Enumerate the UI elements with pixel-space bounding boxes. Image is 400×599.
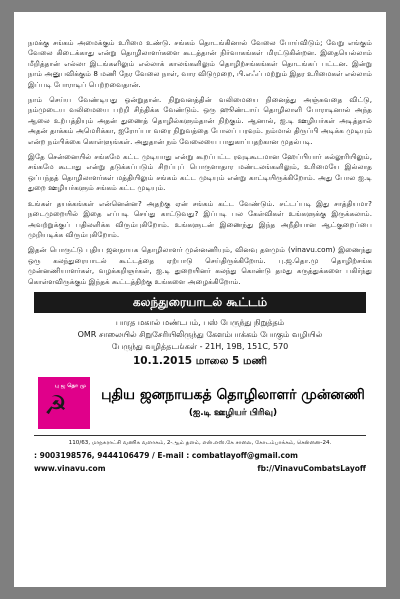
footer (34, 435, 366, 475)
body-paragraph-1: நமக்கு சங்கம் அமைக்கும் உரிமை உண்டு. சங்கம் தொடங்கினால் வேலை போய்விடும்; வேறு எங்கும் வேலை கிடைக்காது என்று தொழிலாளர்களை கூடத்தான் நிர்வாகங்கள் மிரட்டுகின்றன. இதையெல்லாம் மீறித்தான் எல்லா இடங்களிலும் எல்லாக் காலங்களிலும் தொழிற்சங்கங்கள் தொடங்கப் பட்டன. இன்று நாம் அனுபவிக்கும் 8 மணி நேர வேலை நாள், வார விடுமுறை, பி.எஃப் மற்றும் இதர உரிமைகள் எல்லாம் இப்படி போராடிப் பெற்றவைதான். (28, 38, 372, 89)
website-link[interactable]: www.vinavu.com (34, 463, 106, 473)
facebook-link[interactable]: fb://VinavuCombatsLayoff (257, 463, 366, 473)
organization-text (98, 386, 368, 419)
organization-name: புதிய ஜனநாயகத் தொழிலாளர் முன்னணி (101, 387, 365, 404)
hammer-sickle-icon: ☭ (44, 390, 68, 421)
body-paragraph-5: இதன் பொருட்டு புதிய ஜனநாயக தொழிலாளர் முன்னணியும், வினவு தளமும் (vinavu.com) இணைந்து ஒரு கலந்துரையாடல் கூட்டத்தை ஏற்பாடு செய்திருக்கிறோம். பு.ஜ.தொ.மு தொழிற்சங்க முன்னணியாளர்கள், வழக்கறிஞர்கள், ஐ.டி துறையினர் கலந்து கொண்டு தமது கருத்துக்களை பகிர்ந்து கொள்ளவிருக்கும் இந்தக் கூட்டத்திற்கு உங்களை அழைக்கிறோம். (28, 245, 372, 286)
meeting-venue: பாரத மகால் மண்டபம், பஸ் பேருந்து நிறுத்தம் (115, 317, 285, 327)
flyer-page (14, 12, 386, 587)
meeting-datetime (28, 354, 372, 369)
meeting-route: OMR சாலையில் சிறுசேரியிலிருந்து கேளம்பாக்கம் போகும் வழியில் (77, 329, 323, 339)
footer-links (34, 462, 366, 475)
organization-logo (38, 377, 90, 429)
meeting-buses: பேருந்து வழித்தடங்கள் - 21H, 19B, 151C, 570 (111, 341, 289, 351)
organization-wing: (ஐ.டி ஊழியர் பிரிவு) (188, 408, 278, 419)
meeting-details (28, 317, 372, 369)
logo-caption: பு ஜ தொ மு (54, 382, 86, 389)
body-paragraph-2: நாம் செய்ய வேண்டியது ஒன்றுதான். நிறுவனத்தின் வலிமையை நினைத்து அஞ்சுவதை விட்டு, நம்முடைய வலிமையை பற்றி சிந்திக்க வேண்டும். ஒரு ஹூண்டாய் தொழிலாளி போராடினால் அந்த ஆலை உற்பத்தியும் அதன் துணைத் தொழில்களும்தான் நிற்கும். ஆனால், ஐ.டி ஊழியர்கள் அடித்தால் அதன் தாக்கம் அமெரிக்கா, ஐரோப்பா வரை நிறுவத்தை போலப் பரவும். நம்மால் திருப்பி அடிக்க முடியும் என்ற நம்பிக்கை கொள்ளுங்கள். அதுதான் நம் வேலையை பாதுகாப்பதற்கான முதல்படி. (28, 95, 372, 146)
body-paragraph-4: உங்கள் தயக்கங்கள் என்னென்ன? அதற்கு ஏன் சங்கம் கட்ட வேண்டும். சட்டப்படி இது சாத்தியமா? நடைமுறையில் இதை எப்படி செய்து காட்டுவது? இப்படி பல கேள்விகள் உங்களுக்கு இருக்கலாம். அவற்றுக்குப் பதிலளிக்க விரும்புகிறோம். உங்களுடன் இணைந்து இந்த அநீதியான ஆட்குறைப்பை முறியடிக்க விரும்புகிறோம். (28, 198, 372, 239)
organization-block (38, 377, 368, 429)
meeting-date: 10.1.2015 (132, 354, 193, 367)
meeting-time: மாலை 5 மணி (195, 354, 268, 367)
footer-address: 110/63, மாநகராட்சி வணிக வளாகம், 2-ஆம் தளம், என்.எஸ்.கே சாலை, கோடம்பாக்கம், சென்னை-24. (68, 439, 332, 446)
footer-contact: : 9003198576, 9444106479 / E-mail : combatlayoff@gmail.com (34, 450, 298, 460)
meeting-title-banner: கலந்துரையாடல் கூட்டம் (34, 292, 366, 313)
body-paragraph-3: இதே சென்னையில் சங்கமே கட்ட முடியாது என்று கூறப்பட்ட ரவுடிகூடமான ஹேப்பியார் கல்லூரியிலும், சங்கமே கூடாது என்று தடுக்கப்படும் சிறப்புப் பொருளாதார மண்டலங்களிலும், உரிமையே இல்லாத ஒப்பந்தத் தொழிலாளர்கள் மத்தியிலும் சங்கம் கட்ட முடியும் என்று காட்டியிருக்கிறோம். அது போல ஐ.டி துறை ஊழியர்களும் சங்கம் கட்ட முடியும். (28, 152, 372, 193)
